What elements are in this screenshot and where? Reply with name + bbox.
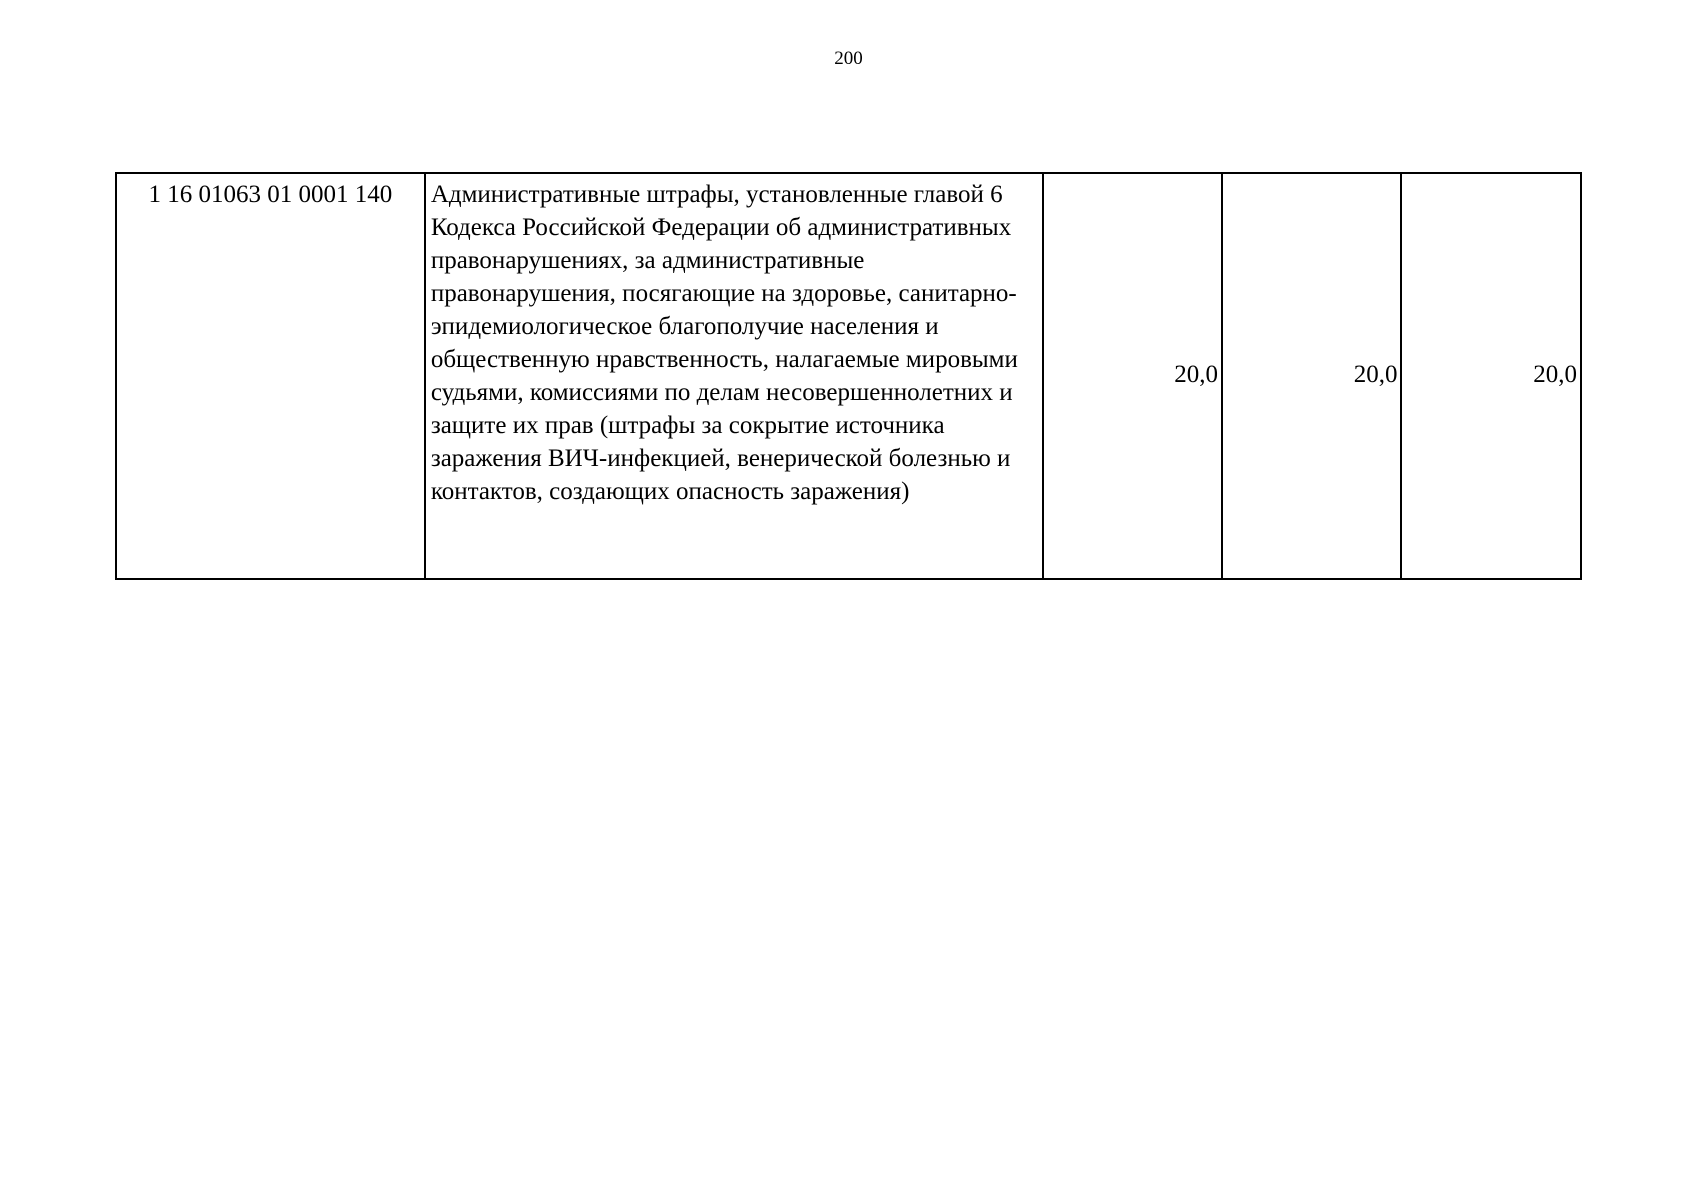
table-row — [116, 173, 1581, 579]
revenue-name: Административные штрафы, установленные главой 6 Кодекса Российской Федерации об административных правонарушениях, за административные правонарушения, посягающие на здоровье, санитарно-эпидемиологическое благополучие населения и общественную нравственность, налагаемые мировыми судьями, комиссиями по делам несовершеннолетних и защите их прав (штрафы за сокрытие источника заражения ВИЧ-инфекцией, венерической болезнью и контактов, создающих опасность заражения) — [425, 173, 1043, 579]
value-cell-3: 20,0 — [1401, 173, 1581, 579]
budget-classification-code: 1 16 01063 01 0001 140 — [116, 173, 425, 579]
value-cell-2: 20,0 — [1222, 173, 1401, 579]
value-cell-1: 20,0 — [1043, 173, 1222, 579]
budget-table — [115, 172, 1582, 580]
page-number: 200 — [834, 48, 863, 69]
